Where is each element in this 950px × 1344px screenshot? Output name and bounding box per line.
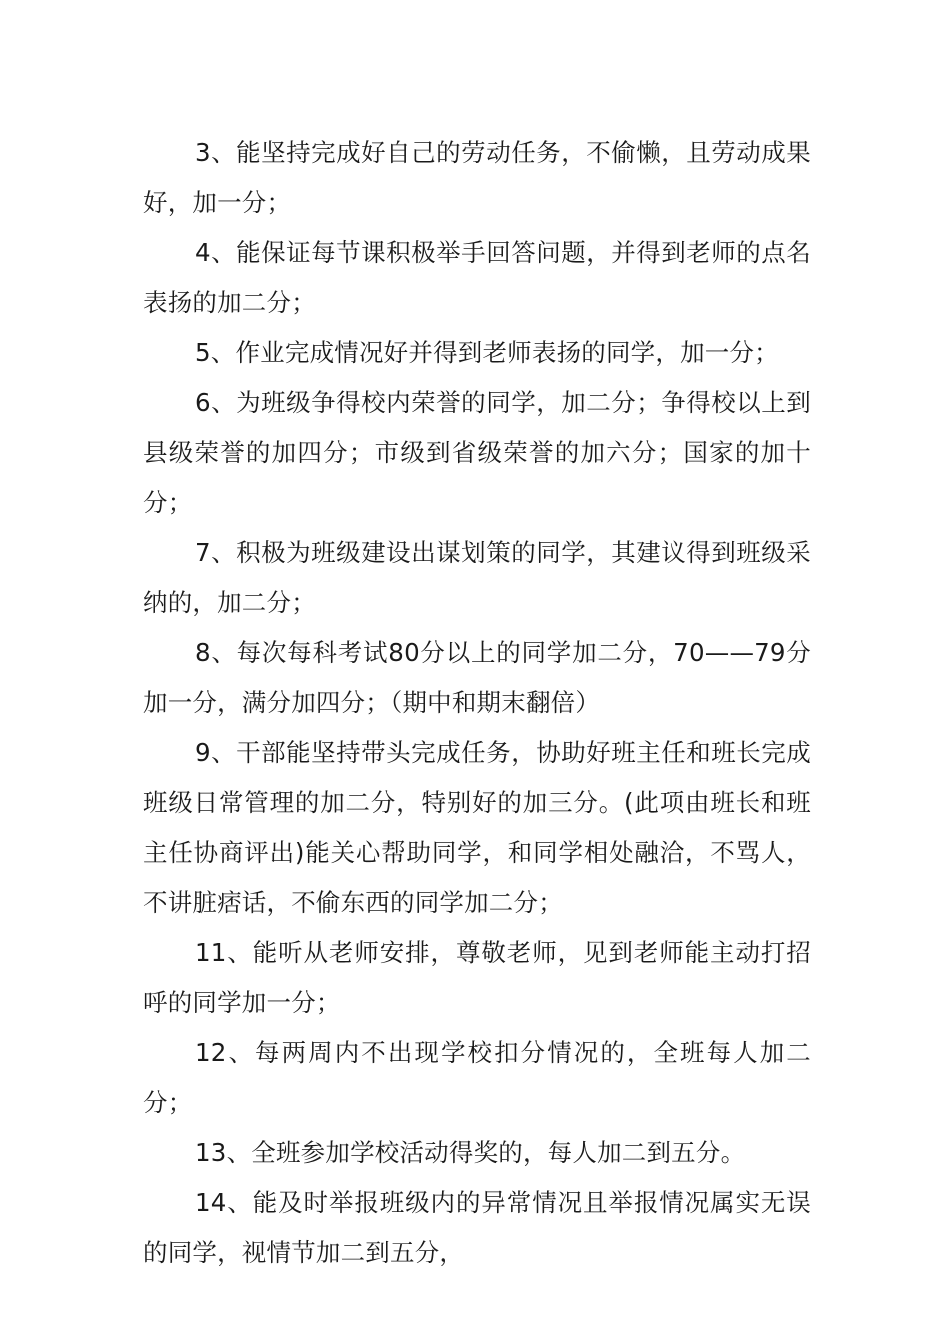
paragraph-item-11: 11、能听从老师安排，尊敬老师，见到老师能主动打招呼的同学加一分；: [143, 938, 811, 1017]
paragraph-item-12: 12、每两周内不出现学校扣分情况的，全班每人加二分；: [143, 1038, 811, 1117]
paragraph-item-8: 8、每次每科考试80分以上的同学加二分，70——79分加一分，满分加四分；（期中和期末翻倍）: [143, 638, 811, 717]
paragraph-item-14: 14、能及时举报班级内的异常情况且举报情况属实无误的同学，视情节加二到五分，: [143, 1188, 811, 1267]
paragraph-item-3: 3、能坚持完成好自己的劳动任务，不偷懒，且劳动成果好，加一分；: [143, 138, 811, 217]
paragraph-item-5: 5、作业完成情况好并得到老师表扬的同学，加一分；: [195, 338, 779, 367]
paragraph-item-7: 7、积极为班级建设出谋划策的同学，其建议得到班级采纳的，加二分；: [143, 538, 811, 617]
document-body: [143, 128, 811, 1278]
paragraph-item-9: 9、干部能坚持带头完成任务，协助好班主任和班长完成班级日常管理的加二分，特别好的加三分。(此项由班长和班主任协商评出)能关心帮助同学，和同学相处融洽，不骂人，不讲脏痞话，不偷东西的同学加二分；: [143, 738, 811, 917]
paragraph-item-4: 4、能保证每节课积极举手回答问题，并得到老师的点名表扬的加二分；: [143, 238, 811, 317]
paragraph-item-6: 6、为班级争得校内荣誉的同学，加二分；争得校以上到县级荣誉的加四分；市级到省级荣誉的加六分；国家的加十分；: [143, 388, 811, 517]
paragraph-item-13: 13、全班参加学校活动得奖的，每人加二到五分。: [195, 1138, 746, 1167]
